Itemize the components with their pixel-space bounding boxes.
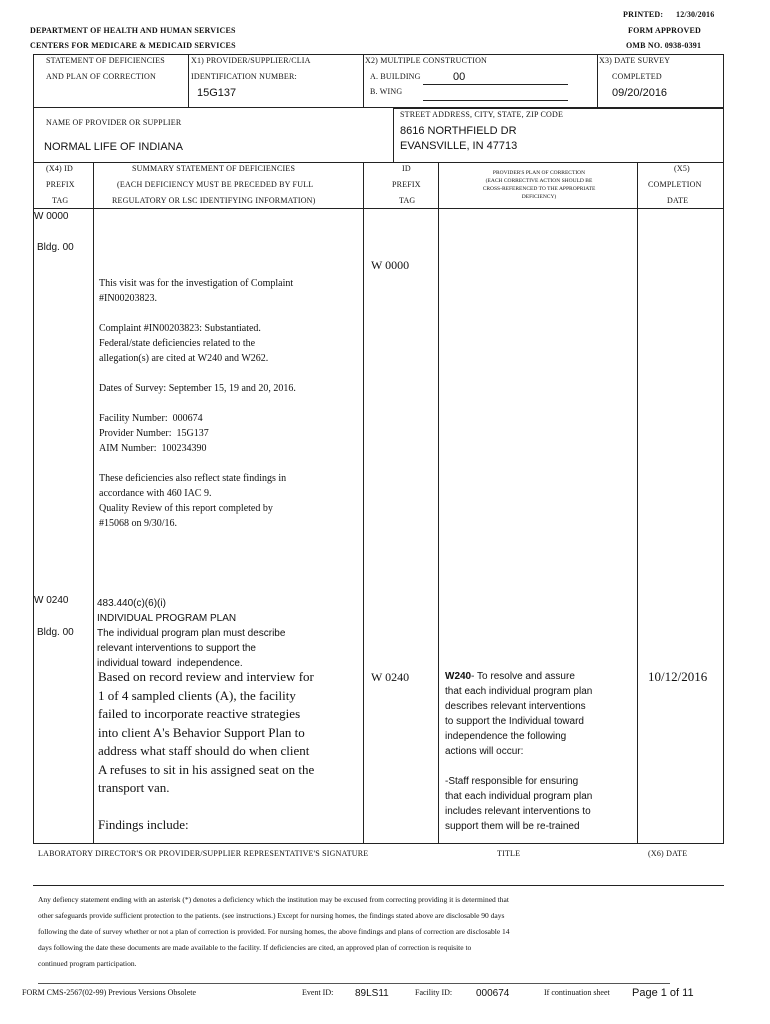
- title-label: TITLE: [497, 849, 521, 858]
- w0240-plan-first: - To resolve and assure: [471, 671, 575, 682]
- col-id-1: ID: [402, 164, 411, 173]
- agency-line1: DEPARTMENT OF HEALTH AND HUMAN SERVICES: [30, 26, 236, 35]
- w0240-plan-first-line: [445, 669, 575, 684]
- col-id-3: TAG: [399, 196, 416, 205]
- facility-id-label: Facility ID:: [415, 988, 453, 997]
- col-id-2: PREFIX: [392, 180, 421, 189]
- col-x4-3: TAG: [52, 196, 69, 205]
- signature-date-label: (X6) DATE: [648, 849, 688, 858]
- col-x5-3: DATE: [667, 196, 689, 205]
- col-x5-1: (X5): [674, 164, 690, 173]
- building-value: 00: [453, 71, 466, 83]
- x3-label-2: COMPLETED: [612, 72, 662, 81]
- wing-label: B. WING: [370, 87, 403, 96]
- w0240-tag: W 0240: [34, 595, 69, 606]
- col-plan-1: PROVIDER'S PLAN OF CORRECTION: [492, 170, 586, 176]
- signature-label: LABORATORY DIRECTOR'S OR PROVIDER/SUPPLIER REPRESENTATIVE'S SIGNATURE: [38, 849, 369, 858]
- printed-label: PRINTED:: [623, 10, 664, 19]
- w0000-id: W 0000: [371, 258, 410, 272]
- w0240-regulation: 483.440(c)(6)(i) INDIVIDUAL PROGRAM PLAN The individual program plan must describe relevant interventions to support the individual toward independence.: [97, 598, 286, 669]
- disclaimer-line-2: other safeguards provide sufficient protection to the patients. (see instructions.) Except for nursing homes, the findings stated above are disclosable 90 days: [38, 911, 505, 920]
- printed-date: 12/30/2016: [676, 10, 715, 19]
- w0240-plan: that each individual program plan describes relevant interventions to support the Individual toward independence the following actions will occur: -Staff responsible for ensuring that each individual program plan includes relevant interventions to support them will be re-trained: [445, 686, 593, 832]
- form-approved: FORM APPROVED: [628, 26, 702, 35]
- w0240-completion-date: 10/12/2016: [648, 669, 708, 684]
- w0000-tag: W 0000: [34, 211, 69, 222]
- col-plan-4: DEFICIENCY): [521, 194, 557, 200]
- col-x4-2: PREFIX: [46, 180, 75, 189]
- provider-name-value: NORMAL LIFE OF INDIANA: [44, 141, 183, 153]
- address-line2: EVANSVILLE, IN 47713: [400, 140, 518, 152]
- x1-label-2: IDENTIFICATION NUMBER:: [191, 72, 297, 81]
- w0240-findings: Based on record review and interview for 1 of 4 sampled clients (A), the facility failed to incorporate reactive strategies into client A's Behavior Support Plan to address what staff should do when client A refuses to sit in his assigned seat on the transport van. Findings include:: [98, 669, 315, 832]
- w0000-summary: This visit was for the investigation of Complaint #IN00203823. Complaint #IN00203823: Substantiated. Federal/state deficiencies related to the allegation(s) are cited at W240 and W262. Dates of Survey: September 15, 19 and 20, 2016. Facility Number: 000674 Provider Number: 15G137 AIM Number: 100234390 These deficiencies also reflect state findings in accordance with 460 IAC 9. Quality Review of this report completed by #15068 on 9/30/16.: [99, 278, 296, 529]
- survey-date-value: 09/20/2016: [612, 87, 668, 99]
- col-plan-2: (EACH CORRECTIVE ACTION SHOULD BE: [485, 178, 593, 184]
- page-number: Page 1 of 11: [632, 987, 694, 999]
- omb-number: OMB NO. 0938-0391: [626, 41, 702, 50]
- disclaimer-line-4: days following the date these documents are made available to the facility. If deficiencies are cited, an approved plan of correction is requisite to: [38, 943, 472, 952]
- provider-id-value: 15G137: [197, 87, 237, 99]
- event-id-value: 89LS11: [355, 988, 389, 999]
- facility-id-value: 000674: [476, 988, 510, 999]
- x2-label: X2) MULTIPLE CONSTRUCTION: [365, 56, 488, 65]
- col-summary-3: REGULATORY OR LSC IDENTIFYING INFORMATION): [112, 196, 316, 205]
- agency-line2: CENTERS FOR MEDICARE & MEDICAID SERVICES: [30, 41, 236, 50]
- w0240-plan-bold: W240: [445, 671, 472, 682]
- address-label: STREET ADDRESS, CITY, STATE, ZIP CODE: [400, 110, 564, 119]
- col-x4-1: (X4) ID: [46, 164, 73, 173]
- disclaimer-line-1: Any defiency statement ending with an asterisk (*) denotes a deficiency which the institution may be excused from correcting providing it is determined that: [38, 895, 509, 904]
- provider-name-label: NAME OF PROVIDER OR SUPPLIER: [46, 118, 182, 127]
- continuation-label: If continuation sheet: [544, 988, 610, 997]
- disclaimer-line-3: following the date of survey whether or not a plan of correction is provided. For nursing homes, the above findings and plans of correction are disclosable 14: [38, 927, 510, 936]
- col-summary-2: (EACH DEFICIENCY MUST BE PRECEDED BY FULL: [117, 180, 314, 189]
- address-line1: 8616 NORTHFIELD DR: [400, 125, 517, 137]
- form-number: FORM CMS-2567(02-99) Previous Versions Obsolete: [22, 988, 197, 997]
- x1-label-1: X1) PROVIDER/SUPPLIER/CLIA: [191, 56, 311, 65]
- disclaimer-line-5: continued program participation.: [38, 959, 137, 968]
- col-summary-1: SUMMARY STATEMENT OF DEFICIENCIES: [132, 164, 296, 173]
- w0240-bldg: Bldg. 00: [37, 627, 74, 638]
- w0000-bldg: Bldg. 00: [37, 242, 74, 253]
- event-id-label: Event ID:: [302, 988, 334, 997]
- w0240-id: W 0240: [371, 670, 410, 684]
- col-plan-3: CROSS-REFERENCED TO THE APPROPRIATE: [482, 186, 596, 192]
- statement-label-1: STATEMENT OF DEFICIENCIES: [46, 56, 165, 65]
- x3-label-1: X3) DATE SURVEY: [599, 56, 671, 65]
- col-x5-2: COMPLETION: [648, 180, 702, 189]
- statement-label-2: AND PLAN OF CORRECTION: [46, 72, 156, 81]
- building-label: A. BUILDING: [370, 72, 421, 81]
